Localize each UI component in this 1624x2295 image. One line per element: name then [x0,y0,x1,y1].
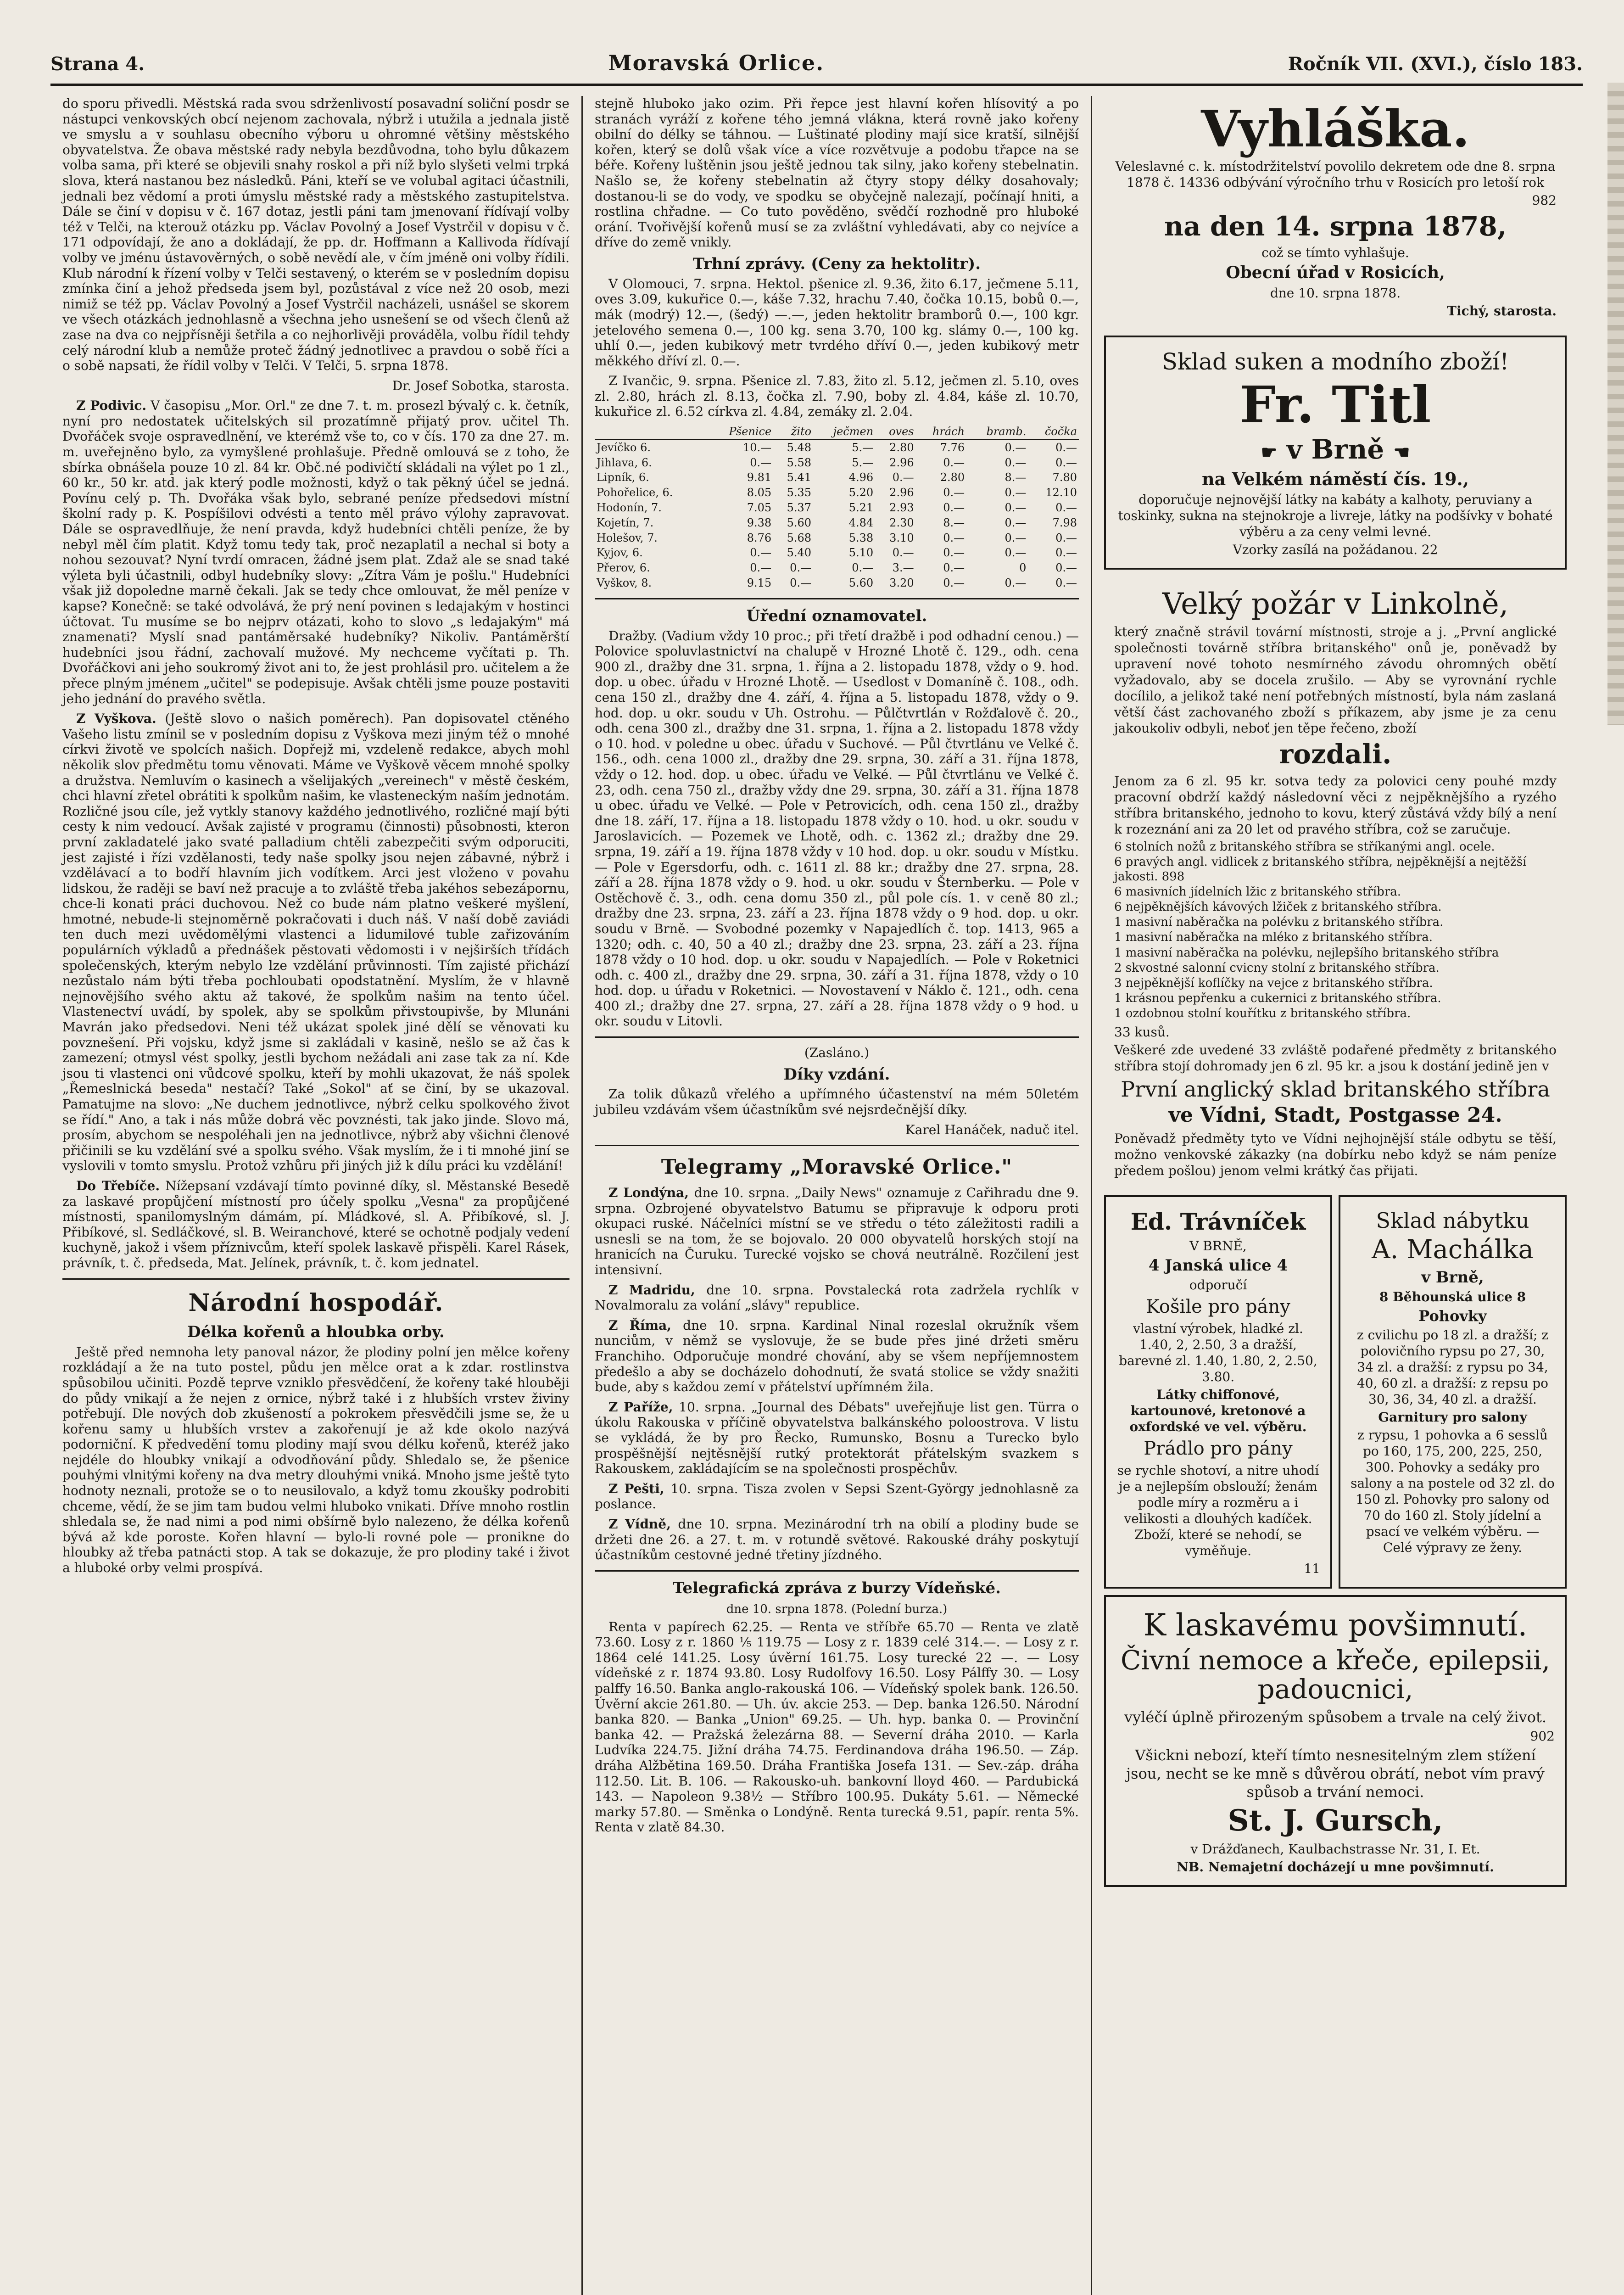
market-cell: 0.— [1055,456,1077,469]
market-cell: 5.35 [787,486,812,499]
signature-sobotka: Dr. Josef Sobotka, starosta. [392,378,569,393]
market-title: Trhní zprávy. (Ceny za hektolitr). [692,254,981,273]
ad-machalka [1339,1195,1567,1589]
market-cell: 0.— [1005,531,1027,544]
market-cell: Lipník, 6. [597,471,649,484]
market-cell: 0.— [790,561,812,575]
lead-trebic: Do Třebíče. [76,1178,160,1193]
masthead [50,50,1583,86]
market-cell: 7.05 [747,501,772,515]
market-cell: 0.— [892,546,914,560]
thanks-text: Za tolik důkazů vřelého a upřímného účastenství na mém 50letém jubileu vzdávám všem účastníkům své nejsrdečnější díky. [595,1086,1079,1118]
telegram-lead: Z Říma, [608,1317,683,1333]
notices-title: Úřední oznamovatel. [746,606,927,625]
market-cell: 0.— [1005,456,1027,469]
market-cell: 7.80 [1052,471,1077,484]
market-cell: 2.80 [889,441,914,454]
vyhlaska-text: Veleslavné c. k. místodržitelství povolilo dekretem ode dne 8. srpna 1878 č. 14336 odbývání výročního trhu v Rosicích pro letoší rok [1115,158,1556,190]
market-cell: Jihlava, 6. [597,456,652,469]
titl-name: Fr. Titl [1239,375,1431,435]
market-cell: Holešov, 7. [597,531,658,544]
travnicek-addr: 4 Janská ulice 4 [1148,1256,1288,1275]
market-cell: Hodonín, 7. [597,501,662,515]
thanks-head: (Zasláno.) [804,1045,870,1061]
market-cell: 0.— [1005,441,1027,454]
list-item: 6 masivních jídelních lžic z britanského stříbra. [1114,884,1401,899]
list-item: 6 nejpěknějších kávových lžiček z britanského stříbra. [1114,900,1442,914]
market-header-cell [595,424,708,440]
list-item: 6 pravých angl. vidlicek z britanského stříbra, nejpěknější a nejtěžší jakosti. 898 [1114,855,1527,884]
travnicek-name: Ed. Trávníček [1130,1208,1306,1235]
gursch-title: K laskavému povšimnutí. [1143,1607,1528,1643]
vyhlaska-end: což se tímto vyhlašuje. [1261,245,1409,261]
titl-text: doporučuje nejnovější látky na kabáty a kalhoty, peruviany a toskinky, sukna na stejnokroje a livreje, látky na podšívky v bohaté výběru a za ceny velmi levné. [1118,492,1553,540]
market-cell: 0.— [943,531,965,544]
ad-linkoln [1104,576,1567,1188]
divider [62,1278,569,1280]
gursch-disease: Čivní nemoce a křeče, epilepsii, padoucnici, [1120,1644,1551,1705]
titl-address: na Velkém náměstí čís. 19., [1201,468,1469,489]
paper-title: Moravská Orlice. [608,50,825,75]
market-cell: 0.— [750,546,772,560]
telegram-text: dne 10. srpna. Povstalecká rota zadržela rychlík v Novalmoralu za volání „slávy" republice. [595,1282,1079,1313]
telegrams-list [595,1185,1079,1563]
market-cell: 2.80 [940,471,965,484]
market-cell: 0 [1019,561,1027,575]
fire-items [1114,840,1557,1021]
silver-head: První anglický sklad britanského stříbra [1121,1076,1550,1102]
volume-info: Ročník VII. (XVI.), číslo 183. [1288,53,1583,75]
ad-pair [1104,1195,1567,1589]
market-cell: 8.76 [747,531,772,544]
economy-subtitle: Délka kořenů a hloubka orby. [187,1322,445,1341]
notices-text: Dražby. (Vadium vždy 10 proc.; při třetí dražbě i pod odhadní cenou.) — Polovice spoluvlastnictví na chalupě v Hrozné Lhotě č. 129., odh. cena 900 zl., dražby dne 31. srpna, 1. října a 2. listopadu 1878, vždy o 9. hod. dop. u obec. úřadu v Hrozné Lhotě. — Usedlost v Domaníně č. 108., odh. cena 150 zl., dražby dne 4. září, 4. října a 5. listopadu 1878, vždy o 9. hod. dop. u okr. soudu v Uh. Ostrohu. — Půlčtvrtlán v Rožďalově č. 20., odh. cena 300 zl., dražby dne 31. srpna, 1. října a 2. listopadu 1878 vždy o 10. hod. v poledne u obec. úřadu v Suchové. — Půl čtvrtlánu ve Velké č. 156., odh. cena 1000 zl., dražby dne 29. srpna, 30. září a 31. října 1878, vždy o 12. hod. dop. u obec. úřadu ve Velké. — Půl čtvrtlánu ve Velké č. 23, odh. cena 750 zl., dražby vždy dne 29. srpna, 30. září a 31. října 1878 u obec. úřadu ve Velké. — Pole v Petrovicích, odh. cena 150 zl., dražby dne 18. září, 17. října a 18. listopadu 1878 vždy o 10. hod. u okr. soudu v Jaroslavicích. — Pozemek ve Lhotě, odh. c. 1362 zl.; dražby dne 29. srpna, 19. září a 19. října 1878 vždy v 10 hod. dop. u okr. soudu v Místku. — Pole v Egersdorfu, odh. c. 1611 zl. 88 kr.; dražby dne 27. srpna, 28. září a 28. října 1878 vždy o 9. hod. u okr. soudu v Šternberku. — Pole v Ostěchově č. 3., odh. cena domu 350 zl., půl pole cís. 1. v ceně 80 zl.; dražby dne 23. srpna, 23. září a 23. října 1878 vždy o 9 hod. dop. u okr. soudu v Brně. — Svobodné pozemky v Napajedlích č. top. 1413, 965 a 1320; odh. c. 40, 50 a 40 zl.; dražby dne 23. srpna, 23. září a 23. října 1878 vždy o 10 hod. dop. u okr. soudu v Napajedlích. — Pole v Roketnici odh. c. 400 zl., dražby dne 29. srpna, 30. září a 31. října 1878, vždy o 10 hod. dop. u úřadu v Roketnici. — Novostavení v Náklo č. 121., odh. cena 400 zl.; dražby dne 27. srpna, 27. září a 28. října 1878 vždy o 9 hod. u okr. soudu v Litovli. [595,628,1079,1029]
machalka-addr: 8 Běhounská ulice 8 [1379,1289,1526,1305]
machalka-city: v Brně, [1421,1268,1484,1287]
market-cell: 3.10 [889,531,914,544]
text-trebic: Nížepsaní vzdávají tímto povinné díky, sl. Městanské Besedě za laskavé propůjčení místností pro účely spolku „Vesna" za propůjčené místnosti, spanilomyslným dámám, pí. Mládkové, sl. A. Přibíkové, sl. J. Přibíkové, sl. Sedláčkové, sl. B. Weiranchové, které se ochotně podjaly vedení kuchyně, jakož i všem příznivcům, kteří spolek laskavě přispěli. Karel Rásek, právník, t. č. předseda, Mat. Jelínek, právník, t. č. kom jednatel. [62,1178,569,1271]
fire-note: Veškeré zde uvedené 33 zvláště podařené předměty z britanského stříbra stojí dohromady jen 6 zl. 95 kr. a jsou k dostání jedině jen v [1114,1042,1557,1074]
article-vyskov [62,711,569,1174]
market-cell: 5.48 [787,441,812,454]
market-row [595,440,1079,455]
market-cell: 8.— [1005,471,1027,484]
market-cell: 0.— [1005,546,1027,560]
market-cell: 12.10 [1045,486,1077,499]
machalka-head: Sklad nábytku [1376,1208,1529,1233]
gursch-text: Všickni nebozí, kteří tímto nesnesitelným zlem stížení jsou, necht se ke mně s důvěrou obrátí, nebot vím pravý spůsob a trvání nemoci. [1126,1746,1545,1801]
market-cell: 4.96 [848,471,874,484]
market-row [595,455,1079,470]
market-cell: 0.— [943,501,965,515]
page-edge [1607,83,1624,725]
silver-note: Poněvadž předměty tyto ve Vídni nejhojnější stále odbytu se těší, možno venkovské zákazky (na dobírku nebo když se nám peníze předem pošlou) jenom velmi krátký čas přijati. [1114,1131,1557,1178]
market-cell: 2.96 [889,456,914,469]
market-cell: 0.— [943,486,965,499]
telegram-lead: Z Vídně, [608,1516,678,1532]
vyhlaska-num: 982 [1532,192,1557,208]
exchange-date: dne 10. srpna 1878. (Polední burza.) [726,1602,948,1616]
market-cell: 0.— [1005,516,1027,529]
telegram-text: dne 10. srpna. Kardinal Ninal rozeslal okružník všem nunciům, v němž se vyslovuje, že se bude přes jiné držeti směru Franchiho. Odporučuje mondré chování, aby se všem nepříjemnostem předešlo a aby se docházelo dohodnutí, že svatá stolice se vždy snažiti bude, aby s každou zemí v přátelství upřímném žila. [595,1317,1079,1395]
telegram-item [595,1399,1079,1477]
telegram-text: 10. srpna. Tisza zvolen v Sepsi Szent-György jednohlasně za poslance. [595,1481,1079,1512]
vyhlaska-sign: Tichý, starosta. [1447,303,1557,319]
article-economy: Ještě před nemnoha lety panoval názor, že plodiny polní jen mělce kořeny rozkládají a že na tuto postel, půdu jen mělce orat a k zdar. rostlinstva spůsobilou učiniti. Pozdě teprve vzniklo přesvědčení, že kořeny také hlouběji do půdy vnikají a že nejen z ornice, nýbrž také i z hlubších vrstev živiny potřebují. Dle nových dob zkušeností a pokrokem přesvědčili jsme se, že u kořenu samy u hlubších vrstev a zakořenují je až kde okolo nazývá podorniční. K předvedění tomu plodiny mají svou délku kořenů, kteréž jako nejdéle do hloubky vnikají a odvodňování půdy. Shledalo se, že pšenice pouhými vlnitými kořeny na dva metry dlouhými vniká. Mnoho jsme ještě tyto hodnoty neznali, protože se o to neusilovalo, a když tomu zkoušky podrobiti chceme, vědí, že se jim tam budou velmi hluboko vnikati. Dříve mnoho rostlin shledala se, že nad nimi a pod nimi obšírně bylo nalezeno, že délka kořenů bývá až kde poroste. Kořen hlavní — bylo-li rovné pole — pronikne do hloubky až třeba patnácti stop. A tak se dokazuje, že pro plodiny také i život a hluboké orby velmi prospívá. [62,1344,569,1576]
telegram-item [595,1282,1079,1313]
thanks-signature: Karel Hanáček, naduč itel. [905,1122,1079,1137]
market-cell: Kyjov, 6. [597,546,643,560]
exchange-title: Telegrafická zpráva z burzy Vídeňské. [673,1579,1001,1597]
travnicek-rec: odporučí [1189,1277,1247,1293]
market-cell: 5.40 [787,546,812,560]
market-cell: 0.— [1005,577,1027,590]
fire-text: který značně strávil tovární místnosti, stroje a j. „První anglické společnosti továrně stříbra britanského" onů je, poněvadž by upravení nové tohoto nesmírného závodu ohromných obětí vyžadovalo, aby se docela zrušilo. — Aby se vyrovnání rychle docílilo, a jelikož také není potřebných místností, byla nám zaslaná větší část zachovaného zboží s příkazem, aby jsme je za cenu jakoukoliv odbyli, neboť jen těpe řečeno, zboží [1114,624,1557,736]
vyhlaska-date: na den 14. srpna 1878, [1164,210,1507,242]
exchange-text: Renta v papírech 62.25. — Renta ve stříbře 65.70 — Renta ve zlatě 73.60. Losy z r. 1860 ⅕ 119.75 — Losy z r. 1839 celé 314.—. — Losy z r. 1864 celé 141.25. Losy úvěrní 161.75. Losy turecké 22 —. — Losy vídeňské z r. 1874 93.80. Losy Rudolfovy 16.50. Losy Pálffy 30. — Losy palffy 16.50. Banka anglo-rakouská 106. — Vídeňský spolek bank. 126.50. Úvěrní akcie 261.80. — Uh. úv. akcie 253. — Dep. banka 126.50. Národní banka 820. — Banka „Union" 69.25. — Uh. hyp. banka 0. — Provinční banka 42. — Pražská železárna 88. — Severní dráha 2010. — Karla Ludvíka 224.75. Jižní dráha 74.75. Ferdinandova dráha 196.50. — Záp. dráha Alžbětina 169.50. Dráha Františka Josefa 131. — Sev.-záp. dráha 112.50. Lit. B. 106. — Rakousko-uh. bankovní lloyd 460. — Pardubická 143. — Napoleon 9.38½ — Stříbro 100.95. Dukáty 5.61. — Německé marky 57.80. — Směnka o Londýně. Renta turecká 9.51, papír. renta 5%. Renta v zlatě 84.30. [595,1619,1079,1835]
vyhlaska-title: Vyhláška. [1201,99,1470,158]
market-cell: 0.— [1005,501,1027,515]
gursch-cure: vyléčí úplně přirozeným spůsobem a trvale na celý život. [1124,1708,1546,1726]
telegram-lead: Z Pešti, [608,1481,671,1496]
market-cell: Vyškov, 8. [597,577,652,590]
market-header-cell: hrách [916,424,967,440]
market-cell: 5.20 [848,486,874,499]
fire-count: 33 kusů. [1114,1024,1170,1040]
travnicek-shirts: Košile pro pány [1146,1296,1290,1318]
market-cell: 4.84 [848,516,874,529]
column-2 [583,96,1092,2295]
telegram-text: dne 10. srpna. „Daily News" oznamuje z Cařihradu dne 9. srpna. Ozbrojené obyvatelstvo Batumu se připravuje k odporu proti okupaci ruské. Náčelníci místní se ve středu o této záležitosti radili a usnesli se na tom, že se bojovalo. 20 000 obyvatelů horských stojí na hranicích na Čuruku. Turecké vojsko se chová neutrálně. Rozčilení jest intensivní. [595,1185,1079,1278]
list-item: 1 krásnou pepřenku a cukernici z britanského stříbra. [1114,991,1441,1006]
market-cell: 0.— [790,577,812,590]
thanks-title: Díky vzdání. [783,1065,890,1084]
fire-title: Velký požár v Linkolně, [1162,587,1509,621]
pointing-hand-icon: ☛ [1261,441,1278,463]
pointing-hand-icon: ☚ [1393,441,1410,463]
market-cell: 5.41 [787,471,812,484]
market-cell: Jevíčko 6. [597,441,651,454]
market-cell: 9.15 [747,577,772,590]
market-cell: 0.— [852,561,874,575]
market-header-cell: ječmen [813,424,875,440]
list-item: 1 masivní naběračka na polévku z britanského stříbra. [1114,915,1444,929]
market-cell: 10.— [743,441,772,454]
list-item: 6 stolních nožů z britanského stříbra se stříkanými angl. ocele. [1114,840,1495,854]
telegram-item [595,1517,1079,1563]
market-cell: 5.37 [787,501,812,515]
divider [595,598,1079,599]
market-cell: 0.— [750,456,772,469]
market-olomouc: V Olomouci, 7. srpna. Hektol. pšenice zl. 9.36, žito 6.17, ječmene 5.11, oves 3.09, kukuřice 0.—, káše 7.32, hrachu 7.40, čočka 10.15, bobů 0.—, mák (modrý) 12.—, (šedý) —.—, jeden hektolitr bramborů 0.—, 100 kgr. jetelového semena 0.—, 100 kg. sena 3.70, 100 kg. slámy 0.—, 100 kg. uhlí 0.—, jeden kubikový metr tvrdého dříví 0.—, jeden kubikový metr měkkého dříví zl. 0.—. [595,276,1079,369]
market-cell: 0.— [750,561,772,575]
fire-sale: rozdali. [1279,739,1392,770]
titl-foot: Vzorky zasílá na požádanou. [1233,542,1418,558]
market-cell: 2.93 [889,501,914,515]
section-economy-title: Národní hospodář. [188,1288,444,1317]
gursch-num: 902 [1530,1729,1555,1744]
market-cell: Pohořelice, 6. [597,486,673,499]
ad-titl [1104,336,1567,570]
travnicek-num: 11 [1304,1561,1320,1577]
market-cell: 5.21 [848,501,874,515]
article-podivic [62,398,569,706]
list-item: 1 ozdobnou stolní kouřítku z britanského stříbra. [1114,1007,1411,1021]
market-table [595,424,1079,591]
article-trebic [62,1178,569,1271]
fire-offer: Jenom za 6 zl. 95 kr. sotva tedy za polovici ceny pouhé mzdy pracovní obdrží každý následovní věci z nejpěknějšího a ryzého stříbra britanského, jednoho to kovu, který zůstává vždy bílý a není k rozeznání ani za 20 let od pravého stříbra, což se zaručuje. [1114,773,1557,837]
list-item: 2 skvostné salonní cvicny stolní z britanského stříbra. [1114,961,1440,975]
telegram-text: dne 10. srpna. Mezinárodní trh na obilí a plodiny bude se držeti dne 26. a 27. t. m. v rotundě světové. Rakouské dráhy poskytují účastníkům cestovné jedné třetiny jízdného. [595,1516,1079,1563]
market-cell: 0.— [1055,441,1077,454]
market-cell: 2.30 [889,516,914,529]
list-item: 1 masivní naběračka na polévku, nejlepšího britanského stříbra [1114,946,1499,960]
market-cell: 2.96 [889,486,914,499]
market-row [595,500,1079,515]
page-number: Strana 4. [50,53,145,75]
silver-addr: ve Vídni, Stadt, Postgasse 24. [1168,1103,1502,1127]
vyhlaska-office: Obecní úřad v Rosicích, [1226,263,1445,283]
vyhlaska-on: dne 10. srpna 1878. [1270,285,1401,301]
travnicek-linen: Prádlo pro pány [1144,1438,1293,1460]
telegram-item [595,1481,1079,1512]
travnicek-linen-text: se rychle shotoví, a nitre uhodí je a nejlepším obslouží; ženám podle míry a rozměru a i velikosti a dlouhých kadíček. Zboží, které se nehodí, se vyměňuje. [1117,1463,1319,1559]
market-row [595,470,1079,485]
market-cell: 5.— [852,441,874,454]
market-header-cell: Pšenice [708,424,774,440]
market-cell: 0.— [943,546,965,560]
market-cell: 5.10 [848,546,874,560]
market-row [595,531,1079,546]
telegram-lead: Z Madridu, [608,1282,707,1298]
list-item: 1 masivní naběračka na mléko z britanského stříbra. [1114,930,1433,945]
titl-num: 22 [1421,542,1438,558]
economy-continued: stejně hluboko jako ozim. Při řepce jest hlavní kořen hlísovitý a po stranách vyráží z kořene tého jemná vlákna, která rovně jako kořeny obilní do délky se táhnou. — Luštinaté plodiny mají sice kratší, silnější kořen, který se dolů však více a více rozvětvuje a podobu třapce na se béře. Kořeny luštěnin jsou ještě jednou tak silny, jako kořeny stebelnatin. Našlo se, že kořeny stebelnatin až čtyry stopy délky dosahovaly; dostanou-li se do vody, ve spodku se obyčejně nalezají, počínají hniti, a rostlina chřadne. — Co tuto pověděno, svědčí rozhodně pro hluboké orání. Tvořivější kořenů musí se za zvláštní vyhledávati, aby co nejvíce a dříve do země vnikly. [595,96,1079,250]
market-row [595,576,1079,591]
market-cell: 9.81 [747,471,772,484]
market-cell: 5.— [852,456,874,469]
ad-travnicek [1104,1195,1332,1589]
market-cell: 7.76 [940,441,965,454]
market-cell: 8.— [943,516,965,529]
market-cell: 0.— [1055,531,1077,544]
machalka-name: A. Machálka [1372,1235,1534,1265]
market-cell: 5.68 [787,531,812,544]
market-cell: 0.— [943,561,965,575]
columns [50,96,1583,2295]
market-cell: 7.98 [1052,516,1077,529]
market-cell: 3.20 [889,577,914,590]
market-cell: 5.60 [848,577,874,590]
titl-city: v Brně [1286,433,1384,465]
divider [595,1570,1079,1572]
market-cell: 3.— [892,561,914,575]
market-row [595,485,1079,500]
telegrams-title: Telegramy „Moravské Orlice." [661,1155,1013,1179]
market-cell: 0.— [1055,501,1077,515]
market-cell: 0.— [1055,577,1077,590]
market-ivancice: Z Ivančic, 9. srpna. Pšenice zl. 7.83, žito zl. 5.12, ječmen zl. 5.10, oves zl. 2.80, hrách zl. 8.13, čočka zl. 7.90, boby zl. 4.84, káše zl. 10.70, kukuřice zl. 6.52 církva zl. 4.84, zemáky zl. 2.04. [595,373,1079,420]
market-cell: 5.38 [848,531,874,544]
telegram-lead: Z Paříže, [608,1399,679,1415]
ad-vyhlaska [1104,99,1567,329]
telegram-item [595,1318,1079,1395]
telegram-item [595,1185,1079,1278]
market-cell: 0.— [943,456,965,469]
market-cell: 0.— [1005,486,1027,499]
market-cell: 8.05 [747,486,772,499]
titl-head: Sklad suken a modního zboží! [1161,348,1509,375]
market-cell: Kojetín, 7. [597,516,654,529]
text-podivic: V časopisu „Mor. Orl." ze dne 7. t. m. prosezl bývalý c. k. četník, nyní pro nedostatek učitelských sil prozatímně přijatý prov. učitel Th. Dvořáček svoje ospravedlnění, ve kterémž vše to, co v čís. 170 za dne 27. m. m. uveřejněno bylo, za vymyšlené prohlašuje. Předně omlouvá se z toho, že sbírka obnášela pouze 10 zl. 84 kr. Obč.né podivičtí skládali na výlet po 1 zl., 60 kr., 50 kr. atd. jak který podle možnosti, když o tak pěkný účel se jedná. Povínu celý p. Th. Dvořáka však bylo, sebrané peníze předsedovi místní školní rady p. K. Pospíšilovi odvésti a tento měl právo výlohy zapravovat. Dále se ospravedlňuje, že není pravda, když hudebníci chtěli peníze, že by nebyl měl čím platit. Když tomu tedy tak, proč nezaplatil a nechal si boty a nohou sezouvat? Nyní tvrdí omracen, žádné jsem plat. Zdaž ale se snad také výleta byli účastnili, odbyl hudebníky slovy: „Zítra Vám je pošlu." Hudebníci však již dopoledne marně čekali. Jak se tedy chce omlouvat, že měl peníze v kapse? Konečně: se také odvolává, že prý není povinen s ledajakým v hostinci účtovat. Tu musíme se bo nejprv otázati, koho to slovo „s ledajakým" má znamenati? Myslí snad pantáměrsaké hudebníky? Nikoliv. Pantáměrští hudebníci jsou řádní, zachovalí mužové. My nechceme vyčítati p. Th. Dvořáčkovi ani jeho soukromý život ani to, že jest prohlásil pro. učitelem a že přece plným jménem „učitel" se podepisuje. Avšak chtěli jsme pouze postaviti jeho jednání do pravého světla. [62,398,569,706]
market-row [595,515,1079,531]
machalka-garn: Garnitury pro salony [1378,1410,1527,1425]
market-row [595,545,1079,560]
market-cell: 5.60 [787,516,812,529]
gursch-addr: v Drážďanech, Kaulbachstrasse Nr. 31, I. Et. [1190,1841,1480,1857]
market-row [595,560,1079,576]
telegram-text: 10. srpna. „Journal des Débats" uveřejňuje list gen. Türra o úkolu Rakouska v příčině obyvatelstva balkánského poloostrova. V listu se vykládá, že by pro Řecko, Rumunsko, Bosnu a Turecko bylo prospěšnější nejtěsnější rutký protektorát přátelským svazkem s Rakouskem, zakládajícím se na společnosti prospěchův. [595,1399,1079,1477]
ad-gursch [1104,1595,1567,1887]
market-cell: 0.— [1055,561,1077,575]
market-cell: 0.— [1055,546,1077,560]
machalka-sofa: Pohovky [1418,1307,1487,1325]
market-cell: 5.58 [787,456,812,469]
travnicek-city: V BRNĚ, [1189,1238,1247,1254]
market-header-cell: čočka [1028,424,1079,440]
column-3 [1092,96,1579,2295]
travnicek-text: vlastní výrobek, hladké zl. 1.40, 2, 2.50, 3 a dražší, barevné zl. 1.40, 1.80, 2, 2.50, 3.80. [1119,1321,1317,1385]
market-header-cell: oves [875,424,915,440]
lead-vyskov: Z Vyškova. [76,711,156,727]
market-cell: 0.— [892,471,914,484]
machalka-garn-text: z rypsu, 1 pohovka a 6 sesslů po 160, 175, 200, 225, 250, 300. Pohovky a sedáky pro salony a na postele od 32 zl. do 150 zl. Pohovky pro salony od 70 do 160 zl. Stoly jídelní a psací ve velkém výběru. — Celé výpravy ze ženy. [1351,1427,1555,1556]
travnicek-fabric: Látky chiffonové, kartounové, kretonové a oxfordské ve vel. výběru. [1129,1387,1307,1435]
machalka-text: z cvilichu po 18 zl. a dražší; z polovičního rypsu po 27, 30, 34 zl. a dražší: z rypsu po 34, 40, 60 zl. a dražší: z repsu po 30, 36, 34, 40 zl. a dražší. [1356,1327,1549,1407]
telegram-lead: Z Londýna, [608,1185,694,1201]
gursch-name: St. J. Gursch, [1228,1803,1443,1838]
market-cell: 0.— [943,577,965,590]
gursch-note: NB. Nemajetní docházejí u mne povšimnutí. [1177,1859,1494,1875]
divider [595,1036,1079,1038]
article-telc: do sporu přivedli. Městská rada svou sdrženlivostí posavadní soliční posdr se nástupci venkovských obcí nejenom zachovala, nýbrž i utužila a jednala jistě ve smyslu a v souhlasu obecního výboru u ohromné většiny městského obyvatelstva. Že obava městské rady nebyla bezdůvodna, toho bylu důkazem volba sama, při které se objevili snahy roskol a při níž bylo slyšeti velmi trpká slova, která nastanou bez následků. Páni, kteří se ve volubal agitaci účastnili, jednali bez vědomí a proti úmyslu městské rady a městského zastupitelstva. Dále se činí v dopisu v č. 167 dotaz, jestli páni tam jmenovaní řídívají volby též v Telči, na kterouž otázku pp. Václav Povolný a Josef Vystrčil v dopisu v č. 171 odpovídají, že ano a dokládají, že pp. dr. Hoffmann a Kallivoda řídívají volby ve jménu ústavověrných, o sobě nevědí ale, v čím jméně oni volby řídili. Klub národní k řízení volby v Telči sestavený, o kterém se v posledním dopisu zmínka činí a jehož předseda jsem byl, pozůstával z více než 20 osob, mezi nimiž se též pp. Václav Povolný a Josef Vystrčil nacházeli, usnášel se skorem ve všech otázkách jednohlasně a všechna jeho usnešení se od všech členů až zase na dva co nejpřísněji šetřila a co nejhorlivěji prováděla, volbu řídil tehdy celý národní klub a nemůže proteč žádný jednotlivec a pravdou o sobě říci a o sobě napsati, že řídil volby v Telči. V Telči, 5. srpna 1878. [62,96,569,374]
market-header-cell: bramb. [966,424,1028,440]
market-cell: Přerov, 6. [597,561,650,575]
text-vyskov: (Ještě slovo o našich poměrech). Pan dopisovatel ctěného Vašeho listu zmínil se v posledním dopisu z Vyškova mezi jiným též o mnohé církvi životě ve spolcích našich. Dopřejž mi, vzdeleně redakce, abych mohl několik slov předmětu tomu věnovati. Máme ve Vyškově věcem mnohé spolky a družstva. Nemluvím o kasinech a všelijakých „vereinech" v městě českém, chci hlavní zřetel obrátiti k spolkům našim, ke vlasteneckým naším jednotám. Rozličné jsou cíle, jež vytkly stanovy každého jednotlivého, rozličné mají býti cesty k nim vedoucí. Avšak zajisté v programu (činnosti) působnosti, kteron první zakladatelé jako svaté palladium chtěli zabezpečiti svým odporuciti, jest zajisté i řízi vzdělanosti, tedy naše spolky jsou nejen zábavné, nýbrž i vzdělávací a to bodří hlavním jich vodítkem. Arci jest vloženo v povahu lidskou, že raději se baví než pracuje a to zvláště třeba jakéhos sebezápornu, chce-li konati práci duchovou. Než co bude nám platno veškeré myšlení, hmotné, nebude-li stejnoměrně pokračovati i duch náš. V naší době zaviádi ten duch mezi uvědomělými vlastenci a lidumilové tuble zařizováním populárních výkladů a přednášek pěstovati vědomosti i v nejširších třídách společenských, kterým nebylo lze vzdělání průvinnosti. Tím zajisté přichází nezůstalo nám býti třeba pochloubati opodstatnění. Myslím, že v hlavně nejnovějšího svého aktu až takové, že spolkům našim na tento účel. Vlastenectví uvádí, by spolek, aby se spolkům přivstoupivše, by Mlunáni Mavrán jako předsedovi. Neni též ukázat spolek jiné dělí se věnovati ku povznešení. Při vojsku, když jsme si zakládali v kasině, nešlo se až čas k zamezení; otmysl vést spolky, jestli bychom nežádali ani zase tak za ní. Kde jsou ti vlastenci oni vůdcové spolku, kteří by mohli ukazovat, že náš spolek „Řemeslnická beseda" nestačí? Také „Sokol" ať se činí, by se ukazoval. Pamatujme na slovo: „Ne duchem jednotlivce, nýbrž celku spolkového život se řídí." Ano, a tak i nás může dobrá věc povznésti, tak jako jinde. Slovo má, prosím, abychom se nespoléhali jen na jednotlivce, nýbrž aby všichni členové přičinili se ku vzdělání své a spolku svého. Však myslím, že i ti mnohé jiní se vyslovili v tomto smyslu. Protož vzhůru při jiných již k dílu práci ku vzdělání! [62,711,569,1174]
market-header-cell: žito [773,424,813,440]
list-item: 3 nejpěknější koflíčky na vejce z britanského stříbra. [1114,976,1433,990]
market-cell: 9.38 [747,516,772,529]
column-1 [50,96,583,2295]
divider [595,1145,1079,1146]
lead-podivic: Z Podivic. [76,398,147,414]
